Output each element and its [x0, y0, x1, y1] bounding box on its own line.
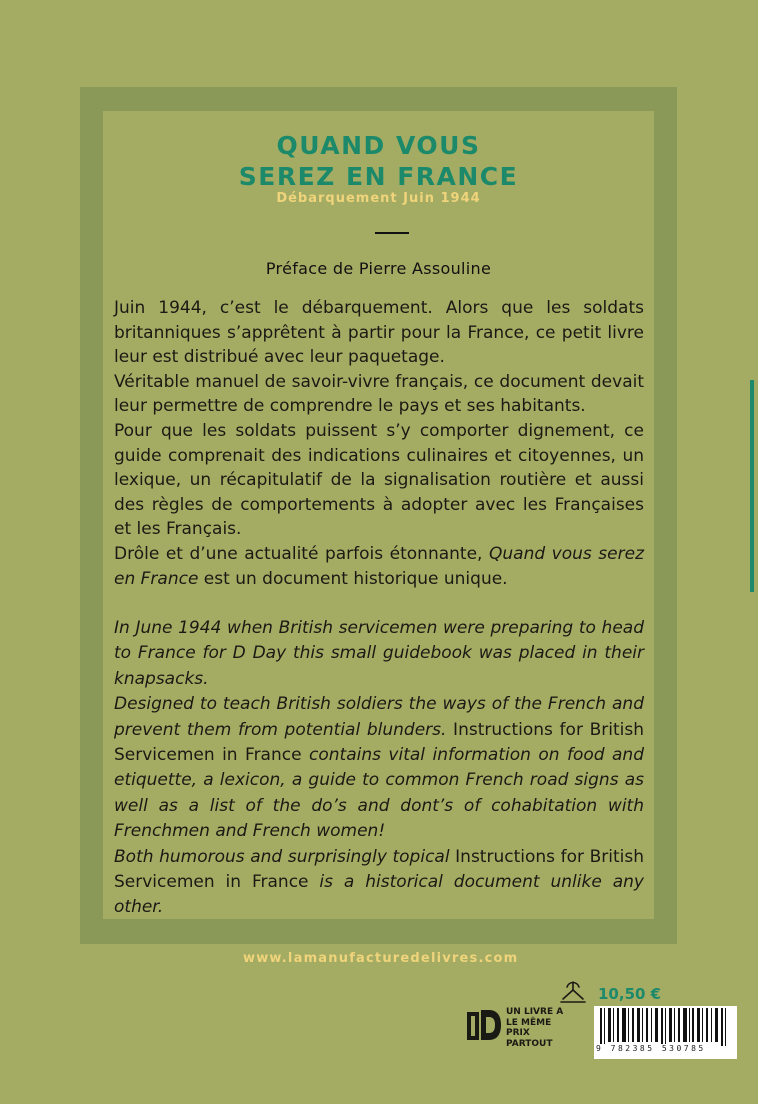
isbn-barcode: [594, 1006, 737, 1059]
publisher-logo-icon: [556, 978, 590, 1008]
book-title-line1: QUAND VOUS: [276, 131, 481, 160]
french-blurb: [114, 296, 644, 591]
title-divider: [375, 232, 409, 234]
book-subtitle: Débarquement Juin 1944: [276, 191, 481, 206]
french-book-title: Quand vous serez en France: [114, 543, 644, 589]
price-label: 10,50 €: [598, 985, 662, 1003]
english-paragraph-3: Both humorous and surprisingly topical Instructions for British Servicemen in France is a historical document unlike any other.: [114, 846, 644, 918]
prix-unique-icon: [465, 1008, 503, 1046]
publisher-url[interactable]: www.lamanufacturedelivres.com: [243, 951, 519, 966]
english-book-title: Instructions for British Servicemen in France: [114, 719, 644, 766]
english-paragraph-1: In June 1944 when British servicemen were preparing to head to France for D Day this small guidebook was placed in their knapsacks.: [114, 618, 644, 689]
prix-unique-text: UN LIVRE A LE MÊME PRIX PARTOUT: [506, 1007, 564, 1049]
french-paragraph-1: Juin 1944, c’est le débarquement. Alors que les soldats britanniques s’apprêtent à partir pour la France, ce petit livre leur est distribué avec leur paquetage.: [114, 298, 644, 368]
spine-accent-bar: [750, 380, 754, 592]
isbn-number: 9 782385 530785: [596, 1044, 706, 1053]
english-paragraph-2: Designed to teach British soldiers the ways of the French and prevent them from potential blunders. Instructions for British Servicemen in France contains vital information on food and etiquette, a lexicon, a guide to common French road signs as well as a list of the do’s and dont’s of cohabitation with Frenchmen and French women!: [114, 694, 644, 842]
french-paragraph-3: Pour que les soldats puissent s’y comporter dignement, ce guide comprenait des indications culinaires et citoyennes, un lexique, un récapitulatif de la signalisation routière et aussi des règles de comportements à adopter avec les Françaises et les Français.: [114, 420, 644, 540]
french-paragraph-4: Drôle et d’une actualité parfois étonnante, Quand vous serez en France est un document historique unique.: [114, 543, 644, 589]
preface-credit: Préface de Pierre Assouline: [265, 259, 492, 278]
book-title-line2: SEREZ EN FRANCE: [238, 162, 519, 191]
english-book-title: Instructions for British Servicemen in France: [114, 846, 644, 893]
english-blurb: [114, 616, 644, 921]
french-paragraph-2: Véritable manuel de savoir-vivre français, ce document devait leur permettre de comprendre le pays et ses habitants.: [114, 371, 644, 417]
text-panel: [103, 111, 654, 919]
